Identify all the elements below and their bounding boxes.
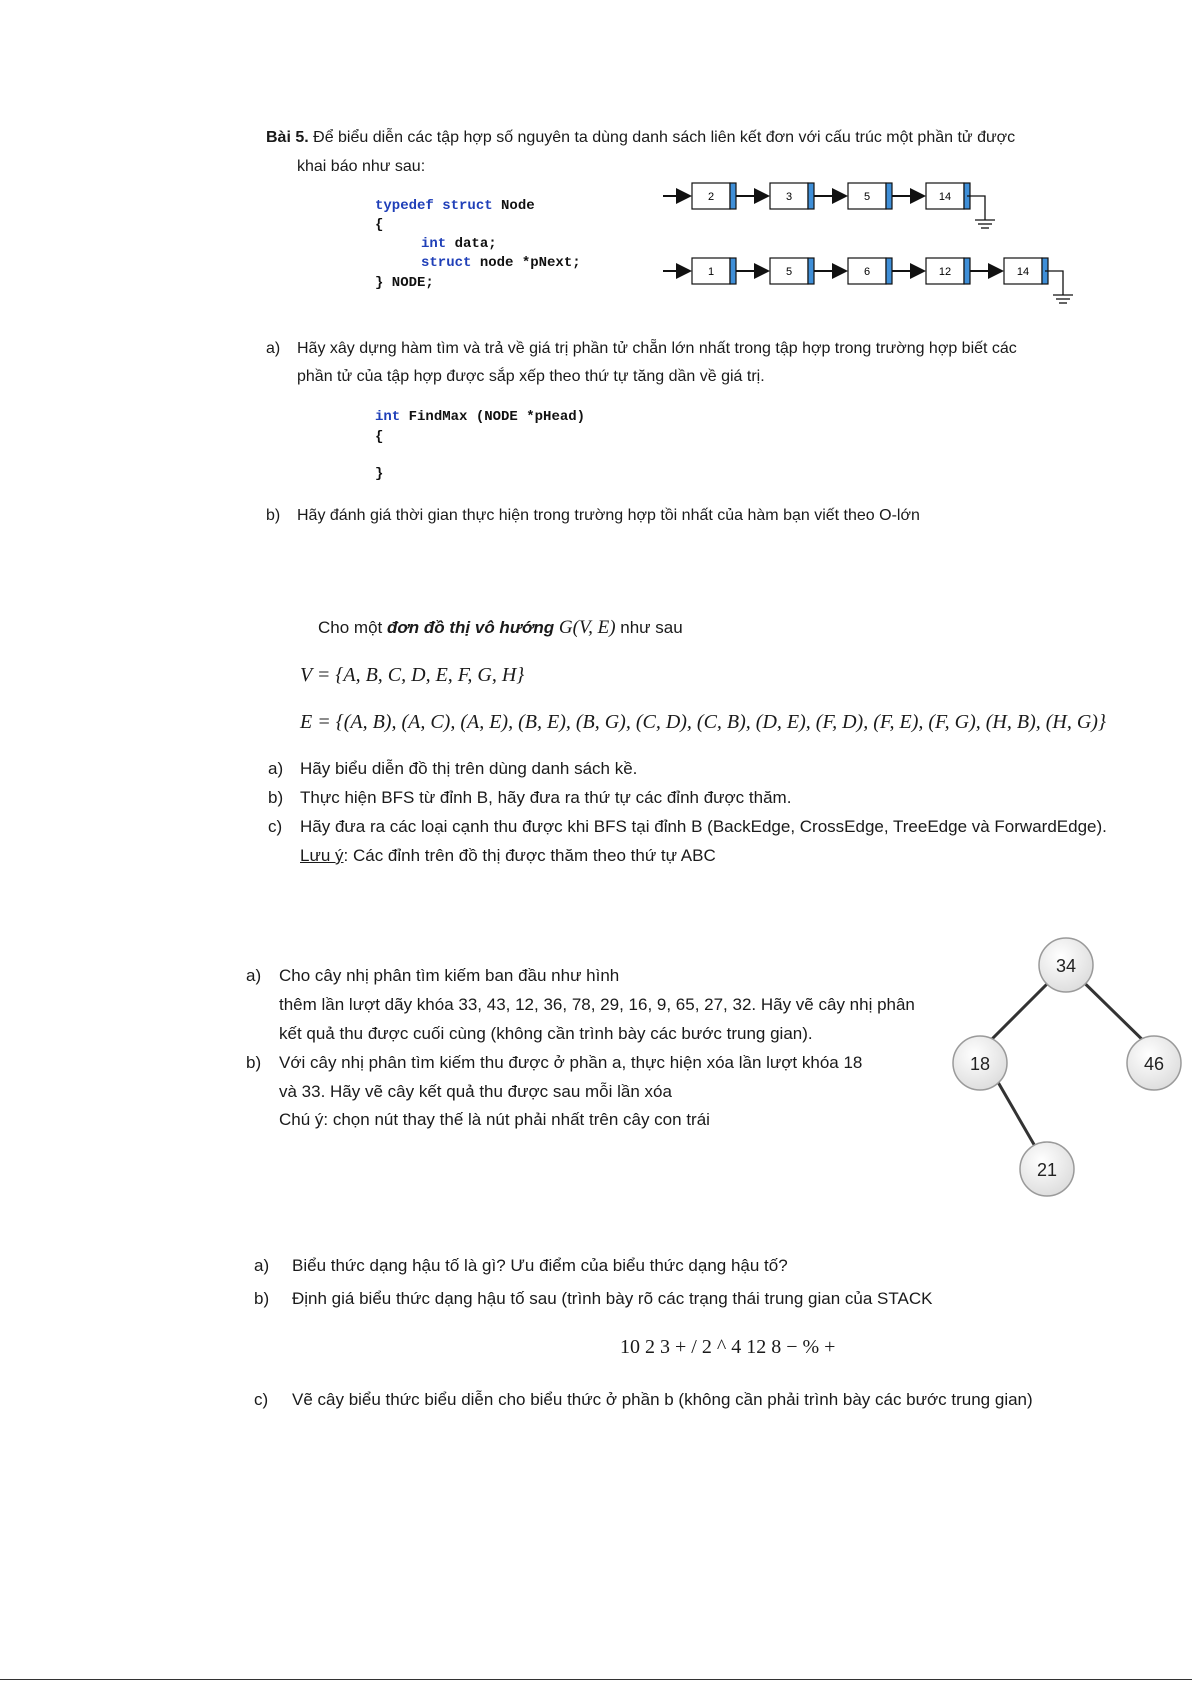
graph-edge-set: E = {(A, B), (A, C), (A, E), (B, E), (B, G), (C, D), (C, B), (D, E), (F, D), (F, E), (F, G), (H, B), (H, G)} (300, 711, 1106, 733)
postfix-b-text: Định giá biểu thức dạng hậu tố sau (trình bày rõ các trạng thái trung gian của STACK (292, 1289, 933, 1308)
bst-node (1020, 1142, 1074, 1196)
bst-b-line2: và 33. Hãy vẽ cây kết quả thu được sau mỗi lần xóa (279, 1082, 672, 1101)
bai5-b-label: b) (266, 507, 281, 524)
bst-a-line1: Cho cây nhị phân tìm kiếm ban đầu như hình (279, 966, 620, 985)
list2-value: 6 (863, 266, 871, 278)
postfix-a-label: a) (254, 1256, 270, 1275)
bai5-intro-line2: khai báo như sau: (297, 158, 426, 175)
graph-intro: Cho một đơn đồ thị vô hướng G(V, E) như sau (318, 617, 683, 638)
struct-line1: typedef struct Node (375, 198, 535, 214)
findmax-open-brace: { (375, 429, 384, 445)
graph-b-label: b) (268, 788, 284, 807)
list2-node (926, 258, 1002, 284)
list2-value: 12 (938, 266, 952, 278)
list2-node (1004, 258, 1048, 284)
graph-note: Lưu ý: Các đỉnh trên đồ thị được thăm theo thứ tự ABC (300, 846, 716, 865)
graph-c-text: Hãy đưa ra các loại cạnh thu được khi BFS tại đỉnh B (BackEdge, CrossEdge, TreeEdge và ForwardEdge). (300, 817, 1107, 836)
bai5-title: Bài 5. (266, 129, 309, 146)
list1-node (926, 183, 970, 209)
bst-diagram (940, 935, 1185, 1210)
bst-node (1039, 938, 1093, 992)
findmax-signature: int FindMax (NODE *pHead) (375, 409, 586, 425)
postfix-a-text: Biểu thức dạng hậu tố là gì? Ưu điểm của biểu thức dạng hậu tố? (292, 1256, 788, 1275)
postfix-c-text: Vẽ cây biểu thức biểu diễn cho biểu thức ở phần b (không cần phải trình bày các bước trung gian) (292, 1390, 1033, 1409)
bst-a-label: a) (246, 966, 262, 985)
graph-a-text: Hãy biểu diễn đồ thị trên dùng danh sách kề. (300, 759, 638, 778)
bai5-b-text: Hãy đánh giá thời gian thực hiện trong trường hợp tồi nhất của hàm bạn viết theo O-lớn (297, 507, 920, 524)
bst-node (1127, 1036, 1181, 1090)
null-ground-icon (1045, 271, 1073, 303)
list2-value: 14 (1016, 266, 1030, 278)
postfix-expression: 10 2 3 + / 2 ^ 4 12 8 − % + (620, 1336, 836, 1358)
bst-node-root: 34 (1055, 956, 1077, 976)
list1-node (692, 183, 768, 209)
bai5-a-label: a) (266, 340, 281, 357)
findmax-close-brace: } (375, 466, 384, 482)
list1 (663, 183, 995, 228)
list1-value: 14 (938, 191, 952, 203)
graph-note-label: Lưu ý (300, 846, 344, 865)
struct-next-field: struct node *pNext; (421, 255, 581, 271)
bst-node (953, 1036, 1007, 1090)
list1-value: 3 (785, 191, 793, 203)
linked-lists-diagram (660, 178, 1080, 313)
graph-b-text: Thực hiện BFS từ đỉnh B, hãy đưa ra thứ tự các đỉnh được thăm. (300, 788, 792, 807)
struct-close: } NODE; (375, 275, 434, 291)
bst-a-line3: kết quả thu được cuối cùng (không cần trình bày các bước trung gian). (279, 1024, 813, 1043)
bst-node-left: 18 (969, 1054, 991, 1074)
postfix-c-label: c) (254, 1390, 269, 1409)
struct-data-field: int data; (421, 236, 497, 252)
bst-b-line3: Chú ý: chọn nút thay thế là nút phải nhất trên cây con trái (279, 1110, 710, 1129)
bai5-intro-line1: Bài 5. Để biểu diễn các tập hợp số nguyên ta dùng danh sách liên kết đơn với cấu trúc một phần tử được (266, 129, 1016, 146)
null-ground-icon (967, 196, 995, 228)
list2-node (848, 258, 924, 284)
graph-vertex-set: V = {A, B, C, D, E, F, G, H} (300, 664, 525, 686)
list2-value: 5 (785, 266, 793, 278)
list1-node (848, 183, 924, 209)
graph-c-label: c) (268, 817, 283, 836)
list1-value: 2 (707, 191, 715, 203)
bst-b-line1: Với cây nhị phân tìm kiếm thu được ở phần a, thực hiện xóa lần lượt khóa 18 (279, 1053, 863, 1072)
list1-node (770, 183, 846, 209)
graph-a-label: a) (268, 759, 284, 778)
list2 (663, 258, 1073, 303)
bai5-a-line2: phần tử của tập hợp được sắp xếp theo thứ tự tăng dần về giá trị. (297, 368, 765, 385)
bst-a-line2: thêm lần lượt dãy khóa 33, 43, 12, 36, 78, 29, 16, 9, 65, 27, 32. Hãy vẽ cây nhị phân (279, 995, 915, 1014)
bst-node-left-right: 21 (1036, 1160, 1058, 1180)
page-bottom-rule (0, 1679, 1192, 1680)
bai5-a-line1: Hãy xây dựng hàm tìm và trả về giá trị phần tử chẵn lớn nhất trong tập hợp trong trường hợp biết các (297, 340, 1017, 357)
list2-node (770, 258, 846, 284)
list2-node (692, 258, 768, 284)
bst-node-right: 46 (1143, 1054, 1165, 1074)
struct-open-brace: { (375, 217, 384, 233)
postfix-b-label: b) (254, 1289, 270, 1308)
list1-value: 5 (863, 191, 871, 203)
bst-b-label: b) (246, 1053, 262, 1072)
list2-value: 1 (707, 266, 715, 278)
